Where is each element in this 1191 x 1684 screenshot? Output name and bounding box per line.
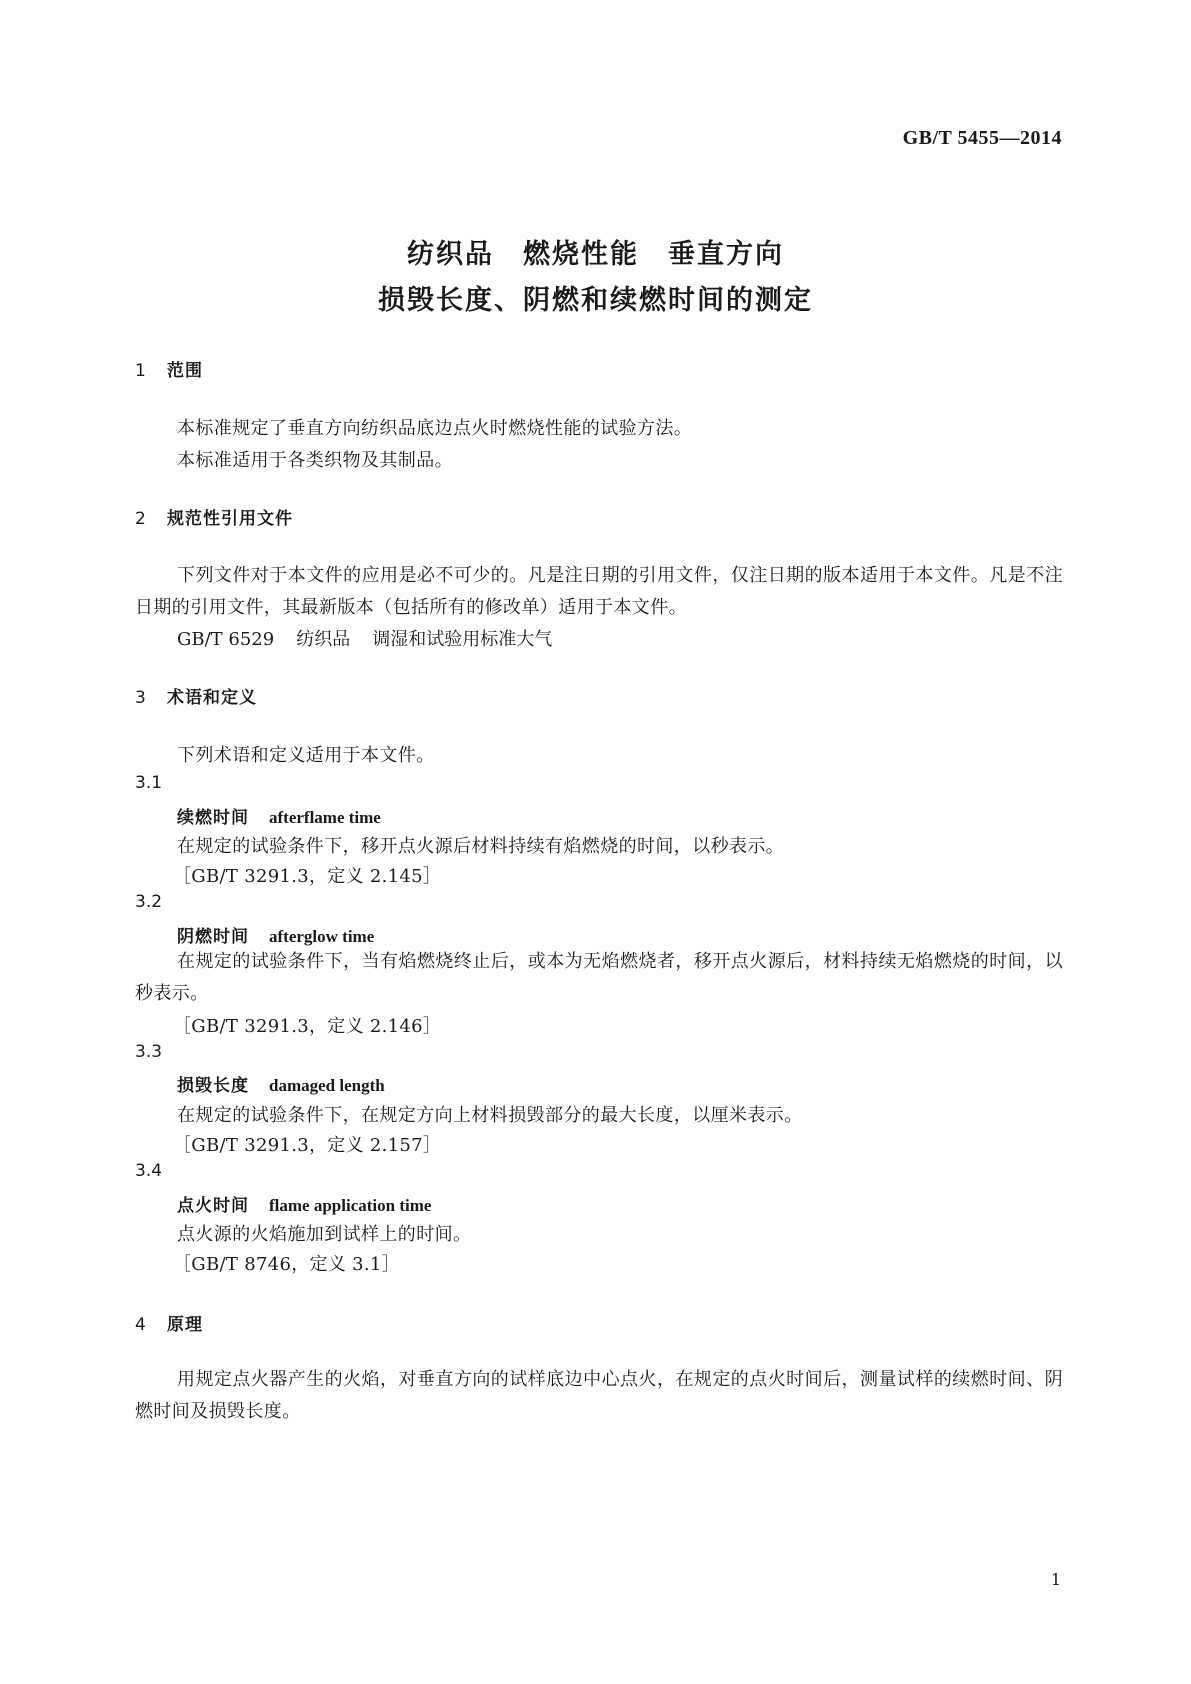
section-1-paragraph-1: 本标准规定了垂直方向纺织品底边点火时燃烧性能的试验方法。 xyxy=(177,418,693,439)
reference-code: GB/T 6529 xyxy=(177,629,275,650)
standard-code: GB/T 5455—2014 xyxy=(902,127,1062,149)
term-number: 3.2 xyxy=(135,892,163,912)
section-4-heading xyxy=(135,1310,203,1335)
term-heading xyxy=(177,922,374,947)
section-2-paragraph: 下列文件对于本文件的应用是必不可少的。凡是注日期的引用文件，仅注日期的版本适用于本文件。凡是不注日期的引用文件，其最新版本（包括所有的修改单）适用于本文件。 xyxy=(135,565,1063,618)
term-source: ［GB/T 3291.3，定义 2.146］ xyxy=(173,1016,442,1037)
term-number: 3.3 xyxy=(135,1042,163,1062)
normative-reference xyxy=(177,625,574,651)
term-english: afterflame time xyxy=(269,808,381,827)
term-english: damaged length xyxy=(269,1076,385,1095)
term-definition: 在规定的试验条件下，在规定方向上材料损毁部分的最大长度，以厘米表示。 xyxy=(177,1105,803,1126)
term-english: afterglow time xyxy=(269,927,375,946)
section-3-intro: 下列术语和定义适用于本文件。 xyxy=(177,745,435,766)
section-2-heading xyxy=(135,504,293,529)
section-number: 2 xyxy=(135,509,147,529)
document-title-line2: 损毁长度、阴燃和续燃时间的测定 xyxy=(378,285,813,316)
section-number: 4 xyxy=(135,1315,147,1335)
term-heading xyxy=(177,1071,385,1096)
section-4-paragraph: 用规定点火器产生的火焰，对垂直方向的试样底边中心点火，在规定的点火时间后，测量试样的续燃时间、阴燃时间及损毁长度。 xyxy=(135,1369,1063,1422)
section-title: 术语和定义 xyxy=(167,688,257,708)
section-number: 3 xyxy=(135,688,147,708)
section-title: 规范性引用文件 xyxy=(167,509,293,529)
term-number: 3.1 xyxy=(135,773,163,793)
term-number: 3.4 xyxy=(135,1161,163,1181)
term-chinese: 损毁长度 xyxy=(177,1076,249,1096)
term-chinese: 续燃时间 xyxy=(177,808,249,828)
section-title: 范围 xyxy=(167,361,203,381)
term-chinese: 阴燃时间 xyxy=(177,927,249,947)
section-3-heading xyxy=(135,683,257,708)
term-definition: 点火源的火焰施加到试样上的时间。 xyxy=(177,1224,472,1245)
section-1-heading xyxy=(135,356,203,381)
term-heading xyxy=(177,1191,431,1216)
term-english: flame application time xyxy=(269,1196,432,1215)
reference-title-part2: 调湿和试验用标准大气 xyxy=(372,629,553,650)
term-source: ［GB/T 3291.3，定义 2.157］ xyxy=(173,1135,442,1156)
reference-title-part1: 纺织品 xyxy=(296,629,351,650)
section-number: 1 xyxy=(135,361,147,381)
term-chinese: 点火时间 xyxy=(177,1196,249,1216)
term-definition: 在规定的试验条件下，当有焰燃烧终止后，或本为无焰燃烧者，移开点火源后，材料持续无焰燃烧的时间，以秒表示。 xyxy=(135,951,1063,1004)
document-title-line1: 纺织品 燃烧性能 垂直方向 xyxy=(407,239,784,270)
term-definition: 在规定的试验条件下，移开点火源后材料持续有焰燃烧的时间，以秒表示。 xyxy=(177,836,785,857)
term-heading xyxy=(177,803,381,828)
page-number: 1 xyxy=(1050,1570,1061,1589)
term-source: ［GB/T 8746，定义 3.1］ xyxy=(173,1254,400,1275)
section-title: 原理 xyxy=(167,1315,203,1335)
section-1-paragraph-2: 本标准适用于各类织物及其制品。 xyxy=(177,450,453,471)
term-source: ［GB/T 3291.3，定义 2.145］ xyxy=(173,866,442,887)
